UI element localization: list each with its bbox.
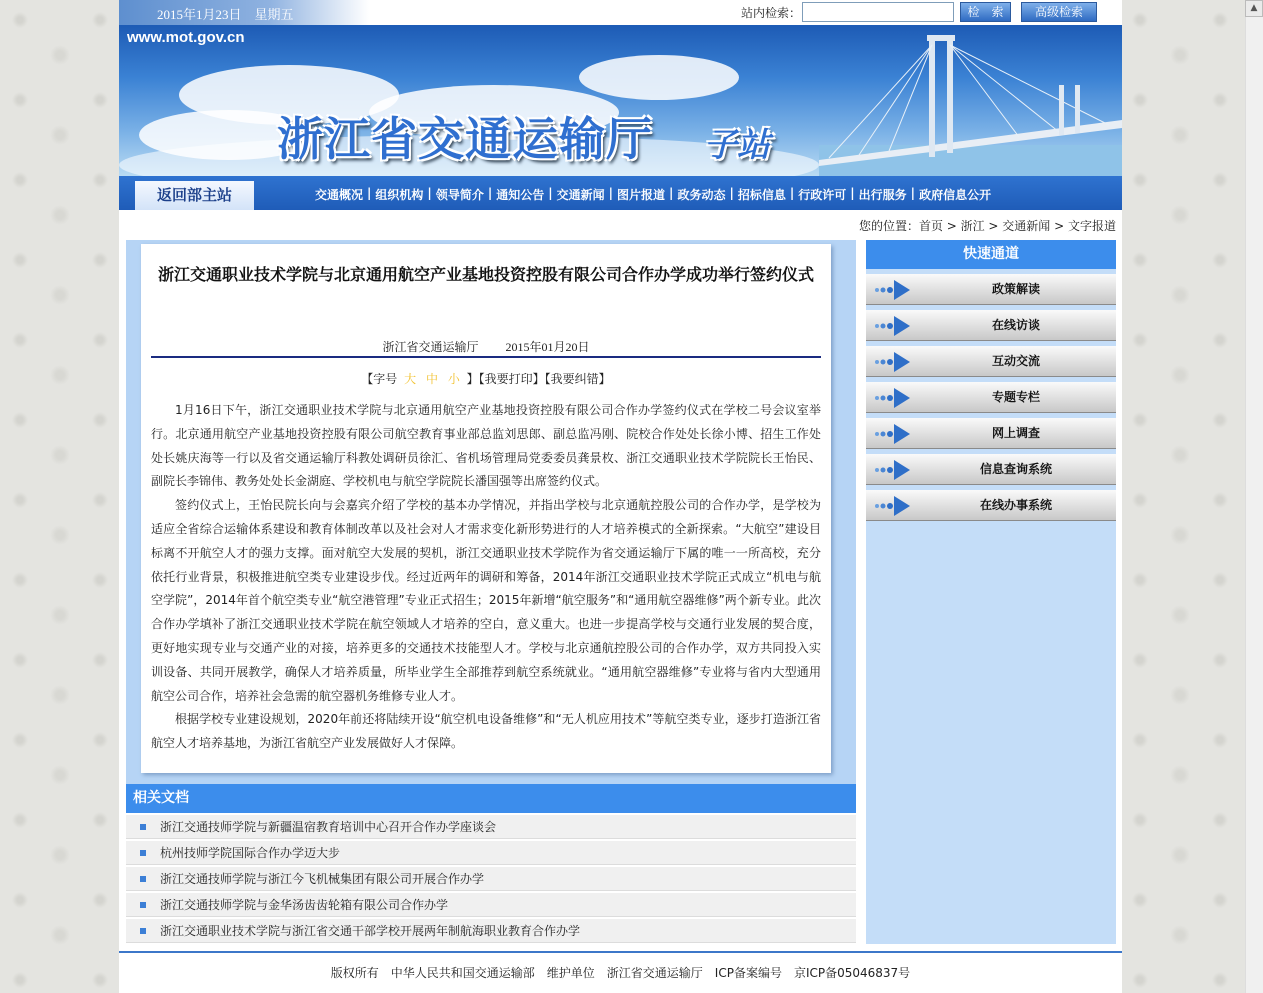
article-meta xyxy=(141,338,831,355)
article-date: 2015年01月20日 xyxy=(505,340,590,354)
quick-link-survey[interactable] xyxy=(866,418,1116,449)
bullet-icon xyxy=(140,876,146,882)
quick-link-label: 在线办事系统 xyxy=(979,498,1052,512)
arrow-right-icon xyxy=(872,314,912,338)
nav-item-organization[interactable]: 组织机构 xyxy=(375,188,424,202)
related-item-link[interactable]: 浙江交通技师学院与金华汤齿齿轮箱有限公司合作办学 xyxy=(160,898,449,912)
quick-link-policy[interactable] xyxy=(866,274,1116,305)
quick-access-panel xyxy=(866,240,1116,944)
nav-menu xyxy=(315,186,991,203)
font-size-label: 【字号 xyxy=(361,372,398,386)
current-date: 2015年1月23日 星期五 xyxy=(157,7,294,22)
search-input[interactable] xyxy=(802,2,954,22)
article-paragraph: 签约仪式上，王怡民院长向与会嘉宾介绍了学校的基本办学情况，并指出学校与北京通航控股公司的合作办学，是学校为适应全省综合运输体系建设和教育体制改革以及社会对人才需求变化新形势进行的人才培养模式的全新探索。“大航空”建设目标离不开航空人才的强力支撑。面对航空大发展的契机，浙江交通职业技术学院作为省交通运输厅下属的唯一一所高校，充分依托行业背景，积极推进航空类专业建设步伐。经过近两年的调研和筹备，2014年浙江交通职业技术学院正式成立“机电与航空学院”，2014年首个航空类专业“航空港管理”专业正式招生；2015年新增“航空服务”和“通用航空器维修”两个新专业。此次合作办学填补了浙江交通职业技术学院在航空领域人才培养的空白，意义重大。也进一步提高学校与交通行业发展的契合度，更好地实现专业与交通产业的对接，培养更多的交通技术技能型人才。学校与北京通航控股公司的合作办学，双方共同投入实训设备、共同开展教学，确保人才培养质量，所毕业学生全部推荐到航空系统就业。“通用航空器维修”专业将与省内大型通用航空公司合作，培养社会急需的航空器机务维修专业人才。 xyxy=(151,498,821,703)
article-source: 浙江省交通运输厅 xyxy=(382,340,479,354)
search-label: 站内检索： xyxy=(741,6,802,20)
article-paragraph: 根据学校专业建设规划，2020年前还将陆续开设“航空机电设备维修”和“无人机应用技术”等航空类专业，逐步打造浙江省航空人才培养基地，为浙江省航空产业发展做好人才保障。 xyxy=(151,712,821,751)
page xyxy=(119,0,1122,993)
nav-separator: | xyxy=(548,186,553,200)
footer-divider xyxy=(119,951,1122,953)
arrow-right-icon xyxy=(872,458,912,482)
scroll-up-arrow-icon[interactable]: ▲ xyxy=(1245,0,1263,17)
bullet-icon xyxy=(140,928,146,934)
vertical-scrollbar[interactable] xyxy=(1245,0,1263,993)
nav-item-photos[interactable]: 图片报道 xyxy=(617,188,666,202)
arrow-right-icon xyxy=(872,494,912,518)
nav-item-affairs[interactable]: 政务动态 xyxy=(677,188,726,202)
cloud-shape xyxy=(579,55,739,100)
nav-separator: | xyxy=(789,186,795,200)
date-box xyxy=(119,0,369,25)
top-bar xyxy=(119,0,1122,25)
banner-title: 浙江省交通运输厅 xyxy=(277,112,653,166)
nav-separator: | xyxy=(608,186,614,200)
nav-item-disclosure[interactable]: 政府信息公开 xyxy=(919,188,992,202)
related-item-link[interactable]: 浙江交通技师学院与新疆温宿教育培训中心召开合作办学座谈会 xyxy=(160,820,497,834)
related-item[interactable] xyxy=(126,867,856,891)
print-correct-links[interactable]: 】【我要打印】【我要纠错】 xyxy=(466,372,611,386)
quick-link-info-query[interactable] xyxy=(866,454,1116,485)
title-divider xyxy=(151,356,821,358)
nav-item-tenders[interactable]: 招标信息 xyxy=(737,188,786,202)
related-documents xyxy=(126,784,856,943)
footer-copyright: 版权所有 中华人民共和国交通运输部 维护单位 浙江省交通运输厅 ICP备案编号 京ICP备05046837号 xyxy=(330,966,911,980)
nav-item-news[interactable]: 交通新闻 xyxy=(556,188,605,202)
related-item[interactable] xyxy=(126,841,856,865)
arrow-right-icon xyxy=(872,278,912,302)
quick-link-label: 信息查询系统 xyxy=(979,462,1052,476)
bridge-illustration xyxy=(819,25,1122,176)
nav-separator: | xyxy=(729,186,734,200)
nav-separator: | xyxy=(910,186,916,200)
content-area xyxy=(126,240,856,786)
nav-separator: | xyxy=(427,186,432,200)
site-url: www.mot.gov.cn xyxy=(127,29,245,46)
quick-link-interview[interactable] xyxy=(866,310,1116,341)
nav-item-permits[interactable]: 行政许可 xyxy=(798,188,847,202)
bullet-icon xyxy=(140,850,146,856)
quick-link-topics[interactable] xyxy=(866,382,1116,413)
nav-item-travel[interactable]: 出行服务 xyxy=(858,188,907,202)
advanced-search-button[interactable]: 高级检索 xyxy=(1021,2,1097,22)
nav-separator: | xyxy=(367,186,372,200)
article-title: 浙江交通职业技术学院与北京通用航空产业基地投资控股有限公司合作办学成功举行签约仪式 xyxy=(157,265,814,284)
related-item-link[interactable]: 浙江交通职业技术学院与浙江省交通干部学校开展两年制航海职业教育合作办学 xyxy=(160,924,581,938)
nav-item-overview[interactable]: 交通概况 xyxy=(315,188,364,202)
breadcrumb[interactable]: 您的位置：首页 > 浙江 > 交通新闻 > 文字报道 xyxy=(858,219,1116,233)
quick-link-online-service[interactable] xyxy=(866,490,1116,521)
related-item[interactable] xyxy=(126,919,856,943)
nav-separator: | xyxy=(669,186,674,200)
related-item[interactable] xyxy=(126,815,856,839)
related-item[interactable] xyxy=(126,893,856,917)
arrow-right-icon xyxy=(872,422,912,446)
arrow-right-icon xyxy=(872,386,912,410)
quick-link-interaction[interactable] xyxy=(866,346,1116,377)
arrow-right-icon xyxy=(872,350,912,374)
related-heading: 相关文档 xyxy=(126,784,856,813)
banner-subtitle: 子站 xyxy=(704,125,770,164)
nav-item-notices[interactable]: 通知公告 xyxy=(496,188,545,202)
back-to-main-site-button[interactable]: 返回部主站 xyxy=(135,181,254,210)
main-nav xyxy=(119,176,1122,210)
quick-link-label: 网上调查 xyxy=(991,426,1040,440)
quick-access-heading: 快速通道 xyxy=(866,240,1116,269)
quick-link-label: 专题专栏 xyxy=(991,390,1040,404)
article-card xyxy=(141,244,831,773)
article-tools xyxy=(141,370,831,387)
bullet-icon xyxy=(140,824,146,830)
banner xyxy=(119,25,1122,176)
nav-separator: | xyxy=(850,186,855,200)
quick-link-label: 互动交流 xyxy=(991,354,1040,368)
nav-separator: | xyxy=(487,186,493,200)
nav-item-leaders[interactable]: 领导简介 xyxy=(435,188,484,202)
bullet-icon xyxy=(140,902,146,908)
related-item-link[interactable]: 浙江交通技师学院与浙江今飞机械集团有限公司开展合作办学 xyxy=(160,872,485,886)
related-item-link[interactable]: 杭州技师学院国际合作办学迈大步 xyxy=(160,846,341,860)
font-size-small-link[interactable]: 小 xyxy=(447,372,460,386)
quick-link-label: 政策解读 xyxy=(991,282,1040,296)
search-button[interactable]: 检 索 xyxy=(960,2,1011,22)
article-body xyxy=(151,399,821,756)
font-size-medium-link[interactable]: 中 xyxy=(425,372,438,386)
font-size-large-link[interactable]: 大 xyxy=(404,372,417,386)
quick-link-label: 在线访谈 xyxy=(991,318,1040,332)
article-paragraph: 1月16日下午，浙江交通职业技术学院与北京通用航空产业基地投资控股有限公司合作办学签约仪式在学校二号会议室举行。北京通用航空产业基地投资控股有限公司航空教育事业部总监刘思郎、副总监冯刚、院校合作处处长徐小博、招生工作处处长姚庆海等一行以及省交通运输厅科教处调研员徐汇、省机场管理局党委委员龚景枚、浙江交通职业技术学院院长王怡民、副院长李锦伟、教务处处长金湖庭、学校机电与航空学院院长潘国强等出席签约仪式。 xyxy=(151,403,821,489)
